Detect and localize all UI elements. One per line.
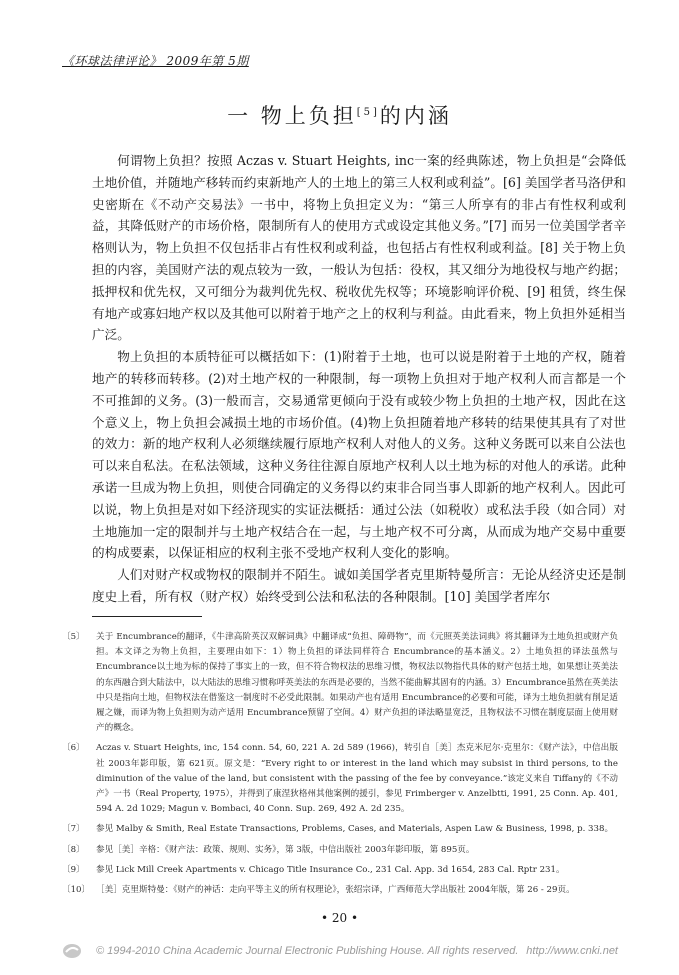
footnote — [62, 741, 618, 817]
footnote — [62, 883, 618, 898]
footnotes — [62, 630, 618, 903]
section-title-text: 一 物上负担 — [227, 104, 357, 128]
footnote-text: 参见 Lick Mill Creek Apartments v. Chicago Title Insurance Co., 231 Cal. App. 3d 1654, 283 Cal. Rptr 231。 — [96, 864, 565, 875]
section-title — [0, 100, 679, 130]
footer — [62, 942, 618, 962]
page-number: • 20 • — [320, 911, 359, 925]
footnote-text: 参见［美］辛格：《财产法：政策、规则、实务》，第 3版，中信出版社 2003年影印版，第 895页。 — [96, 844, 475, 855]
footnote-number: 〔7〕 — [62, 824, 85, 835]
footnote — [62, 843, 618, 858]
footnote-number: 〔5〕 — [62, 632, 85, 642]
footer-copyright: © 1994-2010 China Academic Journal Electronic Publishing House. All rights reserved. — [96, 945, 519, 957]
footnote-number: 〔10〕 — [62, 885, 91, 896]
section-title-note: [5] — [356, 107, 380, 118]
footnote-number: 〔8〕 — [62, 844, 85, 855]
cnki-logo-icon — [62, 942, 82, 960]
footnote-text: ［美］克里斯特曼：《财产的神话：走向平等主义的所有权理论》，张绍宗译，广西师范大学出版社 2004年版，第 26 - 29页。 — [96, 885, 575, 896]
body-text — [92, 150, 626, 608]
footnote-number: 〔6〕 — [62, 743, 85, 754]
paragraph: 物上负担的本质特征可以概括如下：(1)附着于土地，也可以说是附着于土地的产权，随着地产的转移而转移。(2)对土地产权的一种限制，每一项物上负担对于地产权利人而言都是一个不可推卸的义务。(3)一般而言，交易通常更倾向于没有或较少物上负担的土地产权，因此在这个意义上，物上负担会减损土地的市场价值。(4)物上负担随着地产移转的结果使其具有了对世的效力：新的地产权利人必须继续履行原地产权利人对他人的义务。这种义务既可以来自公法也可以来自私法。在私法领域，这种义务往往源自原地产权利人以土地为标的对他人的承诺。此种承诺一旦成为物上负担，则使合同确定的义务得以约束非合同当事人即新的地产权利人。因此可以说，物上负担是对如下经济现实的实证法概括：通过公法（如税收）或私法手段（如合同）对土地施加一定的限制并与土地产权结合在一起，与土地产权不可分离，从而成为地产交易中重要的构成要素，以保证相应的权利主张不受地产权利人变化的影响。 — [92, 349, 626, 561]
footer-url[interactable]: http://www.cnki.net — [526, 945, 618, 957]
footnote — [62, 822, 618, 837]
section-title-suffix: 的内涵 — [379, 104, 452, 128]
journal-header: 《环球法律评论》 2009年第 5期 — [62, 54, 249, 68]
footnote-divider — [92, 616, 202, 617]
footnote-text: 参见 Malby & Smith, Real Estate Transactions, Problems, Cases, and Materials, Aspen Law & Business, 1998, p. 338。 — [96, 824, 614, 835]
footnote-text: 关于 Encumbrance的翻译，《牛津高阶英汉双解词典》中翻译成“负担、障碍物”，而《元照英美法词典》将其翻译为土地负担或财产负担。本文译之为物上负担，主要理由如下：1）物上负担的译法同样符合 Encumbrance的基本涵义。2）土地负担的译法虽然与 Encumbrance以土地为标的保持了事实上的一致，但不符合物权法的思维习惯，物权法以物指代具体的财产包括土地，如果想让英美法的东西融合到大陆法中，以大陆法的思维习惯称呼英美法的东西是必要的，当然不能曲解其固有的内涵。3）Encumbrance虽然在英美法中只是指向土地，但物权法在借鉴这一制度时不必受此限制。如果动产也有适用 Encumbrance的必要和可能，译为土地负担就有削足适履之嫌，而译为物上负担则为动产适用 Encumbrance预留了空间。4）财产负担的译法略显宽泛，且物权法不习惯在制度层面上使用财产的概念。 — [96, 632, 618, 734]
footnote — [62, 630, 618, 736]
footnote — [62, 863, 618, 878]
paragraph: 何谓物上负担？按照 Aczas v. Stuart Heights, inc一案的经典陈述，物上负担是“会降低土地价值，并随地产移转而约束新地产人的土地上的第三人权利或利益”。[6] 美国学者马洛伊和史密斯在《不动产交易法》一书中，将物上负担定义为：“第三人所享有的非占有性权利或利益，其降低财产的市场价格，限制所有人的使用方式或设定其他义务。”[7] 而另一位美国学者辛格则认为，物上负担不仅包括非占有性权利或利益，也包括占有性权利或利益。[8] 关于物上负担的内容，美国财产法的观点较为一致，一般认为包括：役权，其又细分为地役权与地产约据；抵押权和优先权，又可细分为裁判优先权、税收优先权等；环境影响评价税、[9] 租赁，终生保有地产或寡妇地产权以及其他可以附着于地产之上的权利与利益。由此看来，物上负担外延相当广泛。 — [92, 153, 626, 343]
paragraph: 人们对财产权或物权的限制并不陌生。诚如美国学者克里斯特曼所言：无论从经济史还是制度史上看，所有权（财产权）始终受到公法和私法的各种限制。[10] 美国学者库尔 — [92, 567, 626, 604]
footnote-text: Aczas v. Stuart Heights, inc, 154 conn. 54, 60, 221 A. 2d 589 (1966)，转引自［美］杰克米尼尔·克里尔：《财产法》，中信出版社 2003年影印版，第 621页。原文是：“Every right to or interest in the land which may subsist in third persons, to the diminution of the value of the land, but consistent with the passing of the fee by conveyance.”该定义来自 Tiffany的《不动产》一书（Real Property, 1975），并得到了康涅狄格州其他案例的援引，参见 Frimberger v. Anzelbtti, 1991, 25 Conn. Ap. 401, 594 A. 2d 1029; Magun v. Bombaci, 40 Conn. Sup. 269, 492 A. 2d 235。 — [96, 743, 618, 815]
footnote-number: 〔9〕 — [62, 864, 85, 875]
